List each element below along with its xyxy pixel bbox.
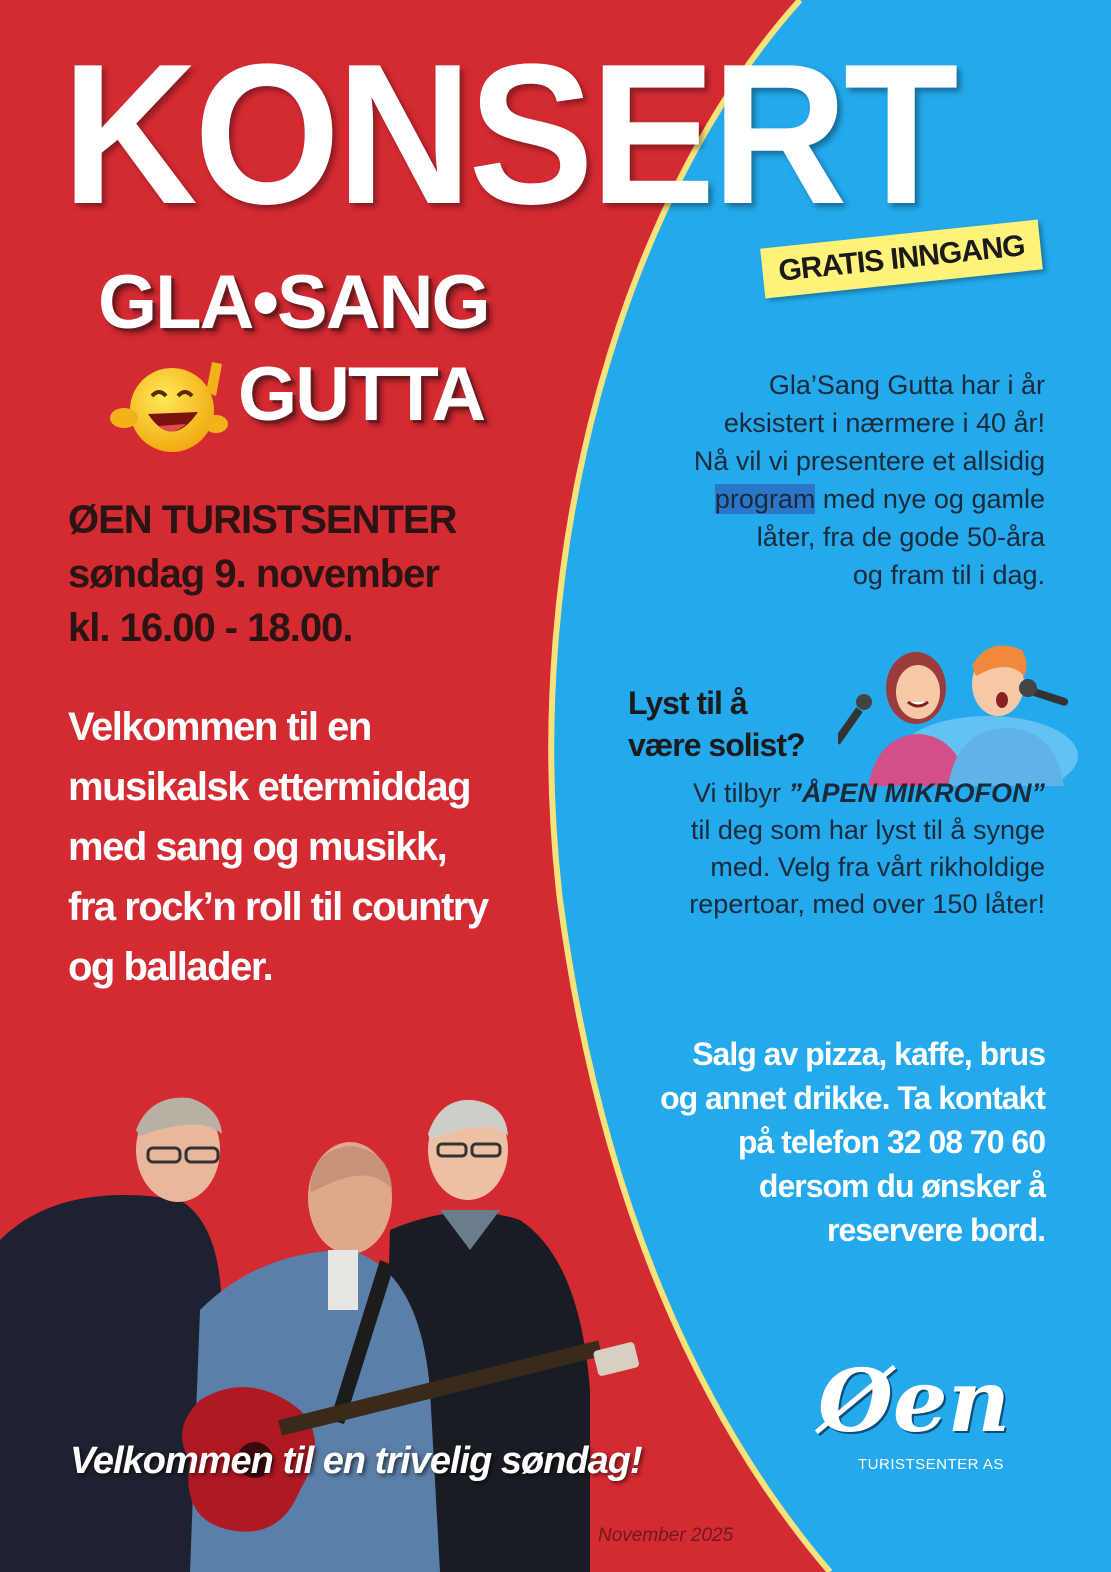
soloist-line: med. Velg fra vårt rikholdige bbox=[710, 852, 1045, 882]
band-name-line1: GLA•SANG bbox=[98, 260, 489, 345]
intro-line: og fram til i dag. bbox=[852, 560, 1045, 590]
smiley-icon bbox=[110, 352, 230, 462]
event-time: kl. 16.00 - 18.00. bbox=[68, 606, 353, 650]
intro-line: Gla’Sang Gutta har i år bbox=[768, 370, 1045, 400]
soloist-heading-line: være solist? bbox=[628, 727, 805, 763]
welcome-line: musikalsk ettermiddag bbox=[68, 765, 470, 809]
intro-line: Nå vil vi presentere et allsidig bbox=[693, 446, 1045, 476]
venue-name: ØEN TURISTSENTER bbox=[68, 498, 457, 542]
open-mic-label: ”ÅPEN MIKROFON” bbox=[788, 778, 1045, 808]
sale-line: Salg av pizza, kaffe, brus bbox=[692, 1036, 1045, 1072]
intro-line bbox=[585, 480, 1045, 518]
soloist-heading-line: Lyst til å bbox=[628, 685, 747, 721]
intro-text bbox=[585, 366, 1045, 594]
event-date: søndag 9. november bbox=[68, 552, 439, 596]
intro-line: eksistert i nærmere i 40 år! bbox=[723, 408, 1045, 438]
oen-logo-word: Øen bbox=[818, 1351, 1011, 1452]
sale-line: og annet drikke. Ta kontakt bbox=[660, 1080, 1045, 1116]
free-entry-badge: GRATIS INNGANG bbox=[760, 220, 1043, 299]
soloist-line: repertoar, med over 150 låter! bbox=[689, 889, 1045, 919]
soloist-heading bbox=[628, 682, 805, 766]
welcome-line: Velkommen til en bbox=[68, 705, 371, 749]
venue-info bbox=[68, 493, 548, 655]
welcome-line: med sang og musikk, bbox=[68, 825, 447, 869]
intro-line-rest: med nye og gamle bbox=[815, 484, 1045, 514]
footer-message: Velkommen til en trivelig søndag! bbox=[70, 1440, 642, 1482]
sale-line: dersom du ønsker å bbox=[758, 1168, 1045, 1204]
singers-illustration bbox=[838, 636, 1078, 786]
soloist-line-pre: Vi tilbyr bbox=[692, 778, 789, 808]
poster-title: KONSERT bbox=[62, 23, 955, 246]
welcome-text bbox=[68, 697, 568, 997]
sale-line: på telefon 32 08 70 60 bbox=[737, 1124, 1045, 1160]
welcome-line: og ballader. bbox=[68, 945, 273, 989]
soloist-line bbox=[575, 775, 1045, 812]
oen-logo-subtitle: TURISTSENTER AS bbox=[858, 1456, 1004, 1473]
highlighted-word: program bbox=[714, 484, 816, 514]
band-logo bbox=[98, 262, 498, 452]
soloist-text bbox=[575, 775, 1045, 923]
intro-line: låter, fra de gode 50-åra bbox=[756, 522, 1045, 552]
soloist-line: til deg som har lyst til å synge bbox=[690, 815, 1045, 845]
date-stamp: November 2025 bbox=[598, 1525, 734, 1546]
welcome-line: fra rock’n roll til country bbox=[68, 885, 488, 929]
band-photo bbox=[0, 1090, 650, 1572]
band-name-line2: GUTTA bbox=[238, 352, 485, 437]
oen-logo bbox=[818, 1352, 1038, 1482]
sale-line: reservere bord. bbox=[826, 1212, 1045, 1248]
